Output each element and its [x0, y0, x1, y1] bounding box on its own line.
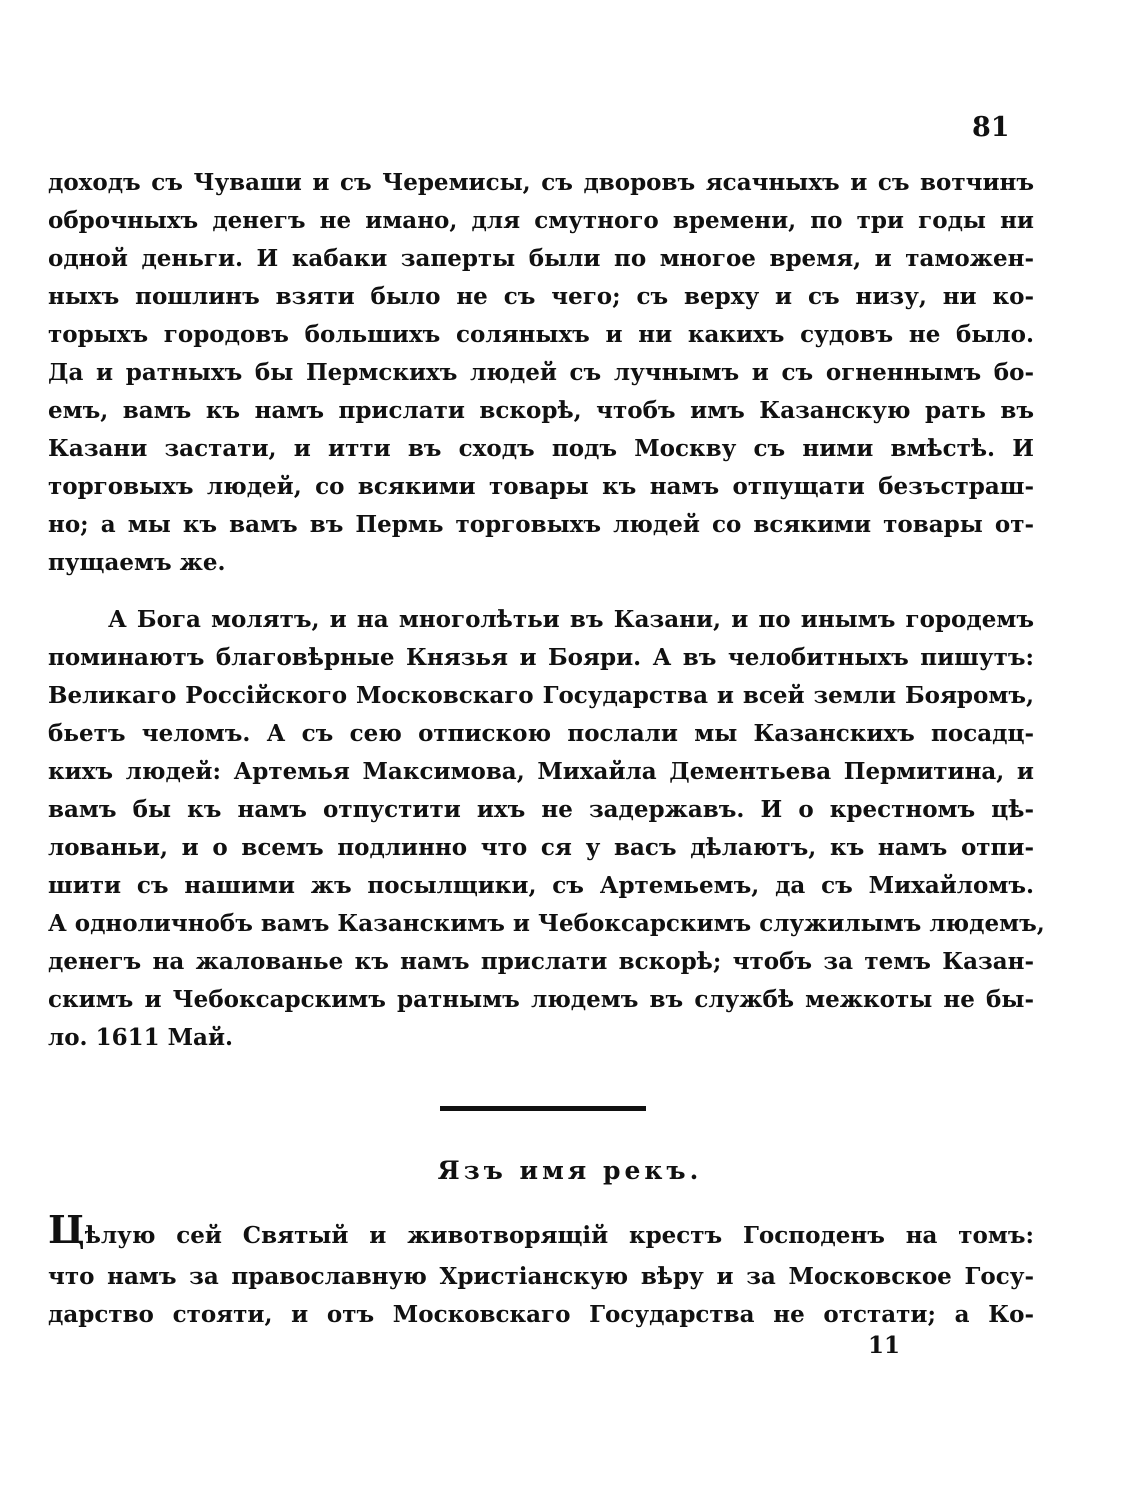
- text-line: поминаютъ благовѣрные Князья и Бояри. А въ челобитныхъ пишутъ:: [48, 644, 1034, 671]
- text-line: ныхъ пошлинъ взяти было не съ чего; съ верху и съ низу, ни ко-: [48, 283, 1034, 310]
- text-line: А одноличнобъ вамъ Казанскимъ и Чебоксарскимъ служилымъ людемъ,: [48, 910, 1045, 937]
- text-line: вамъ бы къ намъ отпустити ихъ не задержавъ. И о крестномъ цѣ-: [48, 796, 1034, 823]
- text-line: А Бога молятъ, и на многолѣтьи въ Казани, и по инымъ городемъ: [108, 606, 1034, 633]
- text-line: Да и ратныхъ бы Пермскихъ людей съ лучнымъ и съ огненнымъ бо-: [48, 359, 1034, 386]
- signature-mark: 11: [868, 1332, 901, 1359]
- text-line: Казани застати, и итти въ сходъ подъ Москву съ ними вмѣстѣ. И: [48, 435, 1034, 462]
- text-line: ло. 1611 Май.: [48, 1024, 234, 1051]
- section-heading: Язъ имя рекъ.: [437, 1156, 703, 1185]
- text-line: денегъ на жалованье къ намъ прислати вскорѣ; чтобъ за темъ Казан-: [48, 948, 1034, 975]
- text-line: шити съ нашими жъ посылщики, съ Артемьемъ, да съ Михайломъ.: [48, 872, 1034, 899]
- text-line: кихъ людей: Артемья Максимова, Михайла Дементьева Пермитина, и: [48, 758, 1034, 785]
- text-line: Великаго Россійского Московскаго Государства и всей земли Бояромъ,: [48, 682, 1034, 709]
- text-line: емъ, вамъ къ намъ прислати вскорѣ, чтобъ имъ Казанскую рать въ: [48, 397, 1034, 424]
- text-line: торыхъ городовъ большихъ соляныхъ и ни какихъ судовъ не было.: [48, 321, 1034, 348]
- text-line: [48, 1207, 1034, 1252]
- dropcap: Ц: [48, 1207, 85, 1252]
- section-divider: [440, 1106, 646, 1111]
- text-line: одной деньги. И кабаки заперты были по многое время, и таможен-: [48, 245, 1034, 272]
- first-line-text: ѣлую сей Святый и животворящій крестъ Господенъ на томъ:: [84, 1222, 1034, 1249]
- text-line: оброчныхъ денегъ не имано, для смутного времени, по три годы ни: [48, 207, 1034, 234]
- text-line: пущаемъ же.: [48, 549, 226, 576]
- page-number: 81: [972, 112, 1010, 143]
- text-line: бьетъ челомъ. А съ сею отпискою послали мы Казанскихъ посадц-: [48, 720, 1034, 747]
- text-line: лованьи, и о всемъ подлинно что ся у васъ дѣлаютъ, къ намъ отпи-: [48, 834, 1034, 861]
- text-line: доходъ съ Чуваши и съ Черемисы, съ дворовъ ясачныхъ и съ вотчинъ: [48, 169, 1034, 196]
- text-line: торговыхъ людей, со всякими товары къ намъ отпущати безъстраш-: [48, 473, 1034, 500]
- text-line: но; а мы къ вамъ въ Пермь торговыхъ людей со всякими товары от-: [48, 511, 1034, 538]
- text-line: скимъ и Чебоксарскимъ ратнымъ людемъ въ службѣ межкоты не бы-: [48, 986, 1034, 1013]
- text-line: дарство стояти, и отъ Московскаго Государства не отстати; а Ко-: [48, 1301, 1034, 1328]
- text-line: что намъ за православную Христіанскую вѣру и за Московское Госу-: [48, 1263, 1034, 1290]
